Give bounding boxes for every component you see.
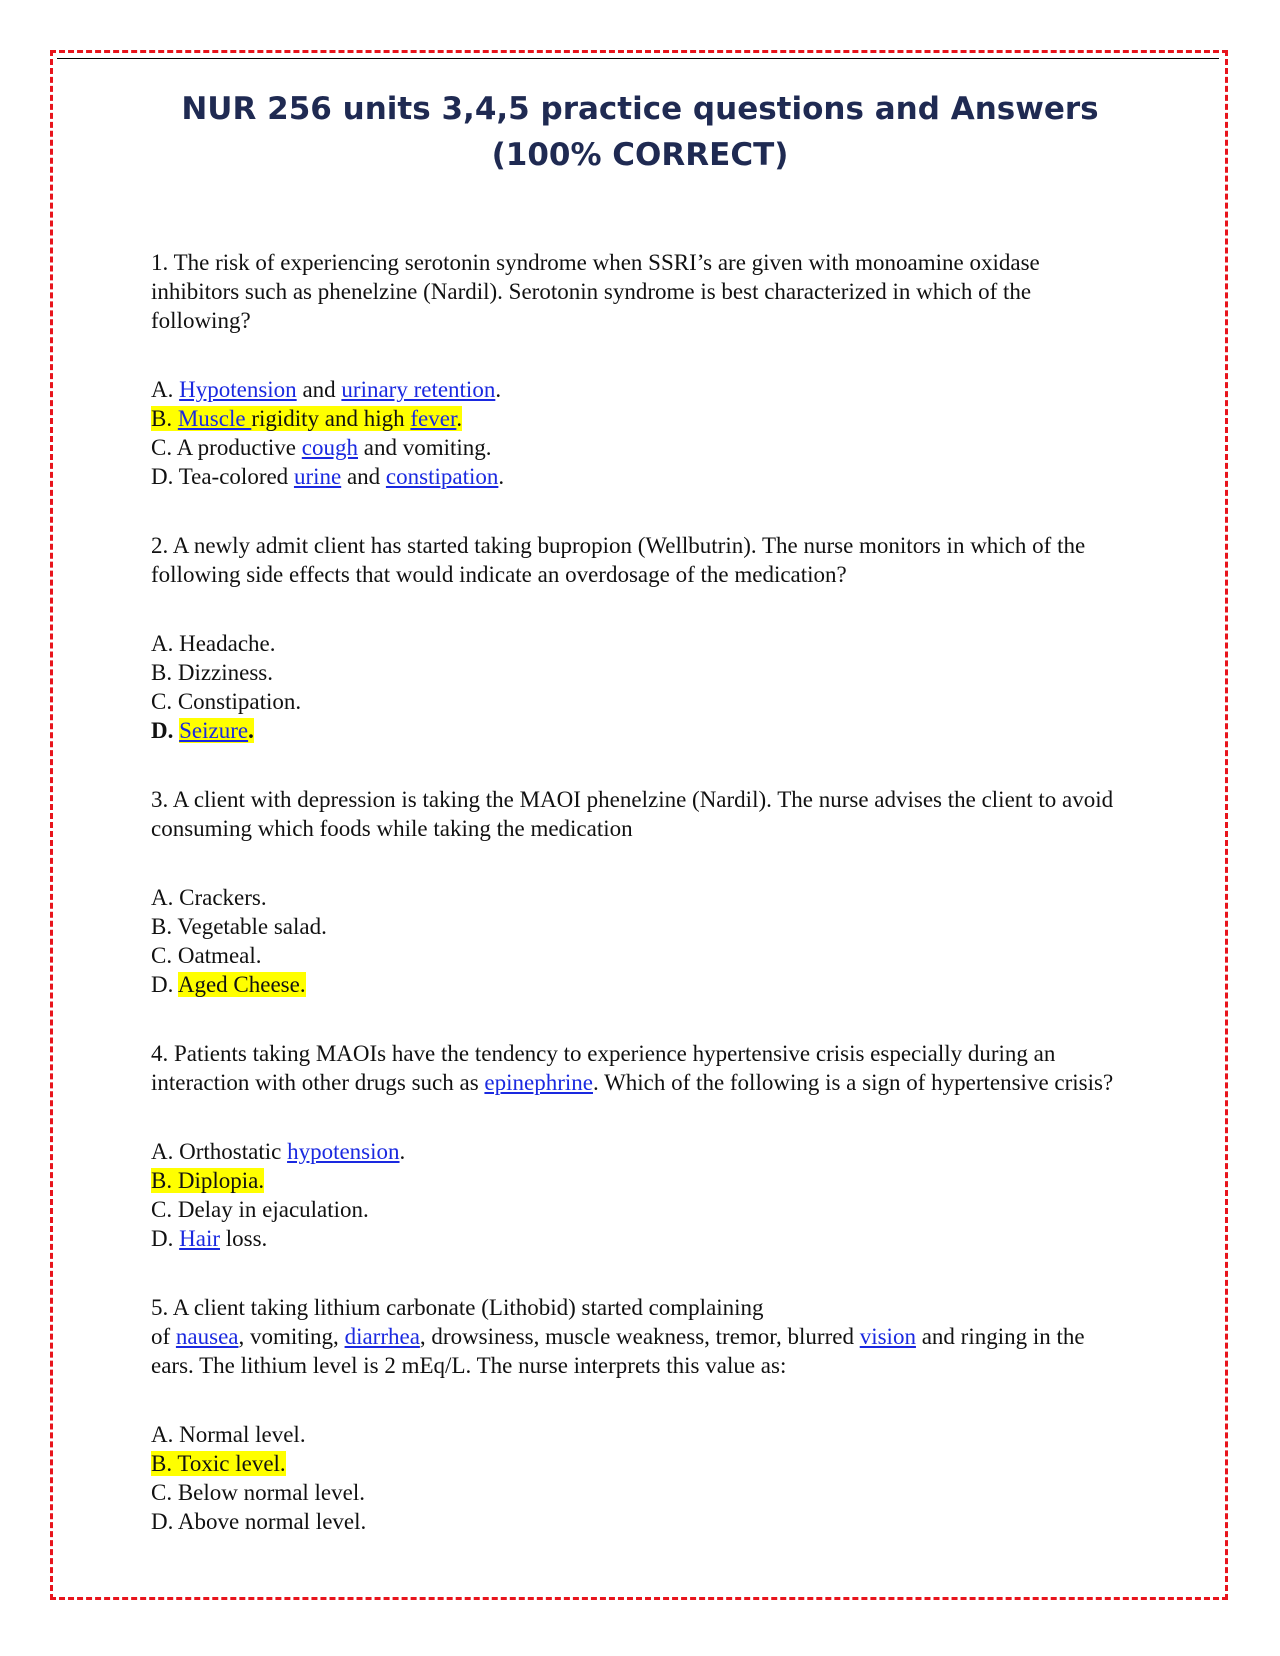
q5-option-a[interactable]: A. Normal level. [151, 1422, 306, 1447]
link-seizure[interactable]: Seizure [179, 718, 249, 743]
question-5-options [151, 1420, 1131, 1536]
q3-option-c[interactable]: C. Oatmeal. [151, 943, 262, 968]
q1-option-d[interactable]: D. Tea-colored urine and constipation. [151, 464, 505, 489]
q4-option-b-answer[interactable]: B. Diplopia. [151, 1168, 265, 1193]
link-epinephrine[interactable]: epinephrine [484, 1070, 593, 1095]
question-2-options [151, 629, 1131, 745]
q3-option-a[interactable]: A. Crackers. [151, 885, 267, 910]
link-diarrhea[interactable]: diarrhea [344, 1324, 420, 1349]
q1-option-b-answer[interactable]: B. Muscle rigidity and high fever. [151, 406, 463, 431]
q4-option-c[interactable]: C. Delay in ejaculation. [151, 1197, 369, 1222]
question-1-stem: 1. The risk of experiencing serotonin syndrome when SSRI’s are given with monoamine oxidase inhibitors such as phenelzine (Nardil). Serotonin syndrome is best characterized in which of the following? [151, 250, 1040, 333]
link-cough[interactable]: cough [301, 435, 358, 460]
link-muscle[interactable]: Muscle [177, 406, 252, 431]
link-urine[interactable]: urine [293, 464, 342, 489]
q4-option-a[interactable]: A. Orthostatic hypotension. [151, 1139, 406, 1164]
question-3-stem: 3. A client with depression is taking the MAOI phenelzine (Nardil). The nurse advises the client to avoid consuming which foods while taking the medication [151, 787, 1114, 841]
q3-option-d-answer[interactable]: D. Aged Cheese. [151, 972, 306, 997]
q1-option-a[interactable]: A. Hypotension and urinary retention. [151, 377, 502, 402]
header-rule [57, 58, 1219, 59]
q2-option-a[interactable]: A. Headache. [151, 631, 276, 656]
link-hair[interactable]: Hair [179, 1226, 220, 1251]
q2-option-d-answer[interactable]: D. Seizure. [151, 718, 254, 743]
link-hypotension-2[interactable]: hypotension [287, 1139, 400, 1164]
q1-option-c[interactable]: C. A productive cough and vomiting. [151, 435, 492, 460]
q5-option-d[interactable]: D. Above normal level. [151, 1509, 367, 1534]
link-vision[interactable]: vision [859, 1324, 916, 1349]
question-3-options [151, 883, 1131, 999]
link-urinary-retention[interactable]: urinary retention [341, 377, 496, 402]
question-list [151, 248, 1131, 1536]
question-5-stem: 5. A client taking lithium carbonate (Lithobid) started complaining of nausea, vomiting, diarrhea, drowsiness, muscle weakness, tremor, blurred vision and ringing in the ears. The lithium level is 2 mEq/L. The nurse interprets this value as: [151, 1295, 1085, 1378]
link-fever[interactable]: fever [410, 406, 457, 431]
q4-option-d[interactable]: D. Hair loss. [151, 1226, 268, 1251]
q2-option-b[interactable]: B. Dizziness. [151, 660, 274, 685]
q5-option-b-answer[interactable]: B. Toxic level. [151, 1451, 286, 1476]
link-hypotension[interactable]: Hypotension [179, 377, 297, 402]
question-2-stem: 2. A newly admit client has started taking bupropion (Wellbutrin). The nurse monitors in which of the following side effects that would indicate an overdosage of the medication? [151, 533, 1086, 587]
question-4-options [151, 1137, 1131, 1253]
question-1-options [151, 375, 1131, 491]
link-constipation[interactable]: constipation [385, 464, 499, 489]
document-title: NUR 256 units 3,4,5 practice questions and Answers (100% CORRECT) [181, 91, 1099, 173]
link-nausea[interactable]: nausea [175, 1324, 239, 1349]
q5-option-c[interactable]: C. Below normal level. [151, 1480, 365, 1505]
q2-option-c[interactable]: C. Constipation. [151, 689, 302, 714]
question-4-stem: 4. Patients taking MAOIs have the tendency to experience hypertensive crisis especially during an interaction with other drugs such as epinephrine. Which of the following is a sign of hypertensive crisis? [151, 1041, 1114, 1095]
q3-option-b[interactable]: B. Vegetable salad. [151, 914, 327, 939]
